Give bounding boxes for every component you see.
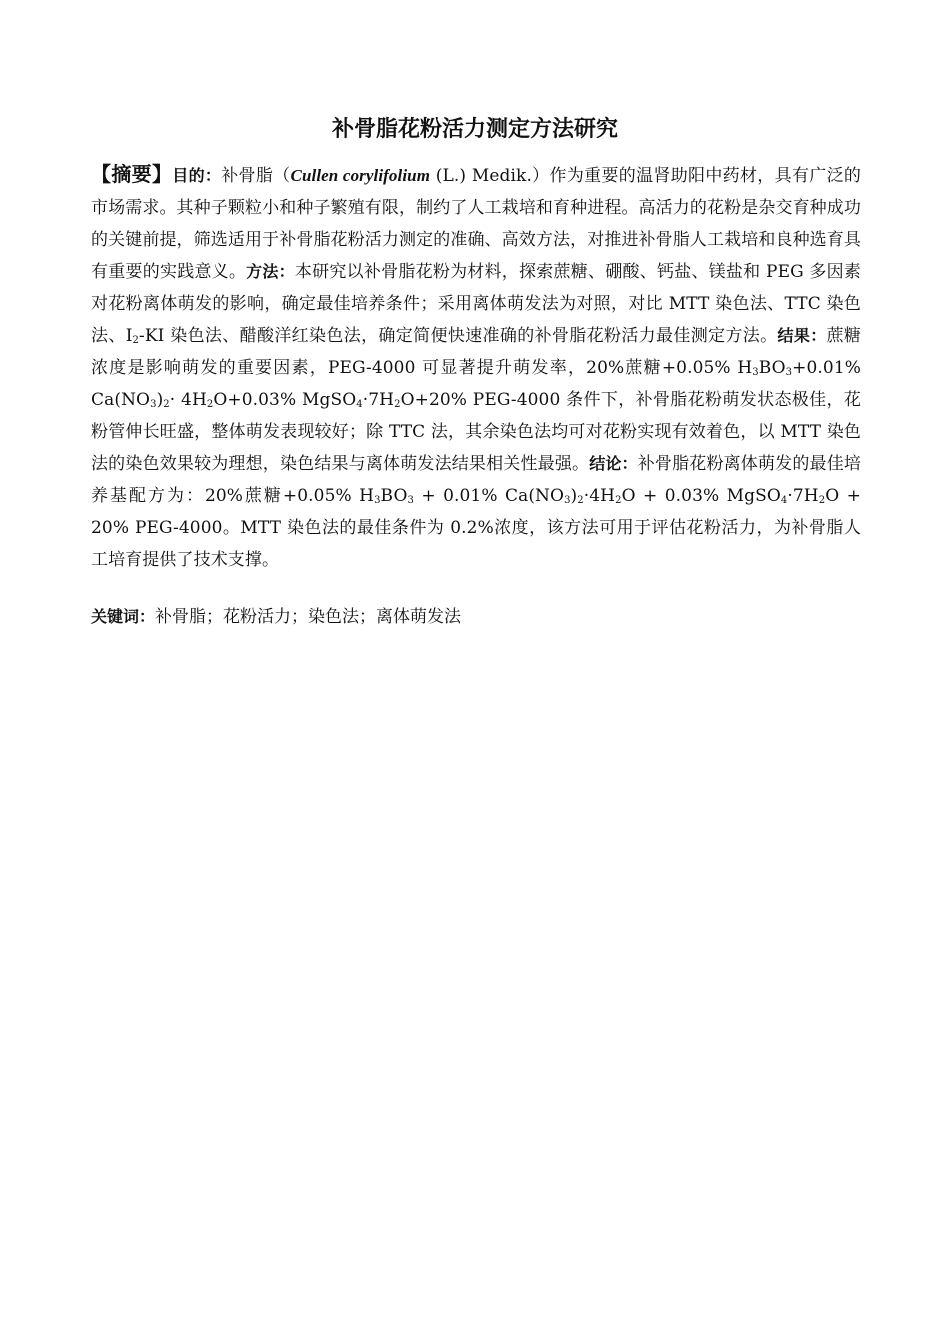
keywords-line: [91, 602, 861, 632]
subscript: 2: [132, 335, 139, 346]
conclusion-text: + 0.01% Ca(NO: [413, 486, 565, 506]
subscript: 4: [780, 495, 788, 506]
methods-text: -KI 染色法、醋酸洋红染色法，确定简便快速准确的补骨脂花粉活力最佳测定方法。: [139, 326, 778, 346]
conclusion-text: ·7H: [787, 486, 819, 506]
subscript: 2: [206, 399, 214, 410]
results-text: 蔗糖浓度是影响萌发的重要因素，PEG-4000 可显著提升萌发率，20%蔗糖+0.05% H: [91, 326, 862, 378]
conclusion-text: 补骨脂花粉离体萌发的最佳培养基配方为：20%蔗糖+0.05% H: [91, 454, 861, 506]
subscript: 3: [752, 367, 759, 378]
conclusion-text: O + 20% PEG-4000。MTT 染色法的最佳条件为 0.2%浓度，该方法可用于评估花粉活力，为补骨脂人工培育提供了技术支撑。: [91, 486, 861, 570]
results-text: · 4H: [169, 390, 207, 410]
results-text: BO: [758, 358, 786, 378]
species-authority: (L.) Medik.: [430, 166, 532, 186]
subscript: 2: [163, 399, 170, 410]
results-text: +0.01% Ca(NO: [91, 358, 861, 410]
abstract-heading: 【摘要】: [91, 162, 173, 186]
keywords-label: 关键词：: [91, 607, 156, 626]
subscript: 2: [818, 495, 826, 506]
methods-label: 方法：: [246, 262, 295, 281]
objective-label: 目的：: [172, 166, 222, 185]
objective-text-post: ）作为重要的温肾助阳中药材，具有广泛的市场需求。其种子颗粒小和种子繁殖有限，制约了人工栽培和育种进程。高活力的花粉是杂交育种成功的关键前提，筛选适用于补骨脂花粉活力测定的准确、高效方法，对推进补骨脂人工栽培和良种选育具有重要的实践意义。: [91, 166, 861, 282]
subscript: 3: [374, 495, 381, 506]
subscript: 3: [785, 367, 793, 378]
results-label: 结果：: [777, 326, 827, 345]
subscript: 3: [407, 495, 414, 506]
conclusion-text: O + 0.03% MgSO: [621, 486, 781, 506]
subscript: 3: [564, 495, 571, 506]
conclusion-text: ): [570, 486, 578, 506]
conclusion-text: ·4H: [583, 486, 616, 506]
abstract-paragraph: [91, 158, 861, 576]
objective-text-pre: 补骨脂（: [221, 166, 291, 186]
results-text: O+0.03% MgSO: [213, 390, 357, 410]
keywords-text: 补骨脂；花粉活力；染色法；离体萌发法: [155, 607, 462, 627]
results-text: ): [156, 390, 164, 410]
conclusion-text: BO: [380, 486, 408, 506]
subscript: 2: [615, 495, 622, 506]
subscript: 2: [577, 495, 584, 506]
subscript: 3: [150, 399, 157, 410]
subscript: 2: [394, 399, 401, 410]
conclusion-label: 结论：: [589, 454, 638, 473]
results-text: ·7H: [362, 390, 395, 410]
subscript: 4: [356, 399, 363, 410]
results-text: O+20% PEG-4000 条件下，补骨脂花粉萌发状态极佳，花粉管伸长旺盛，整体萌发表现较好；除 TTC 法，其余染色法均可对花粉实现有效着色，以 MTT 染色法的染色效果较为理想，染色结果与离体萌发法结果相关性最强。: [91, 390, 861, 474]
species-name: Cullen corylifolium: [290, 166, 431, 185]
paper-title: 补骨脂花粉活力测定方法研究: [331, 117, 618, 142]
methods-text: 本研究以补骨脂花粉为材料，探索蔗糖、硼酸、钙盐、镁盐和 PEG 多因素对花粉离体萌发的影响，确定最佳培养条件；采用离体萌发法为对照，对比 MTT 染色法、TTC 染色法、I: [91, 262, 861, 346]
